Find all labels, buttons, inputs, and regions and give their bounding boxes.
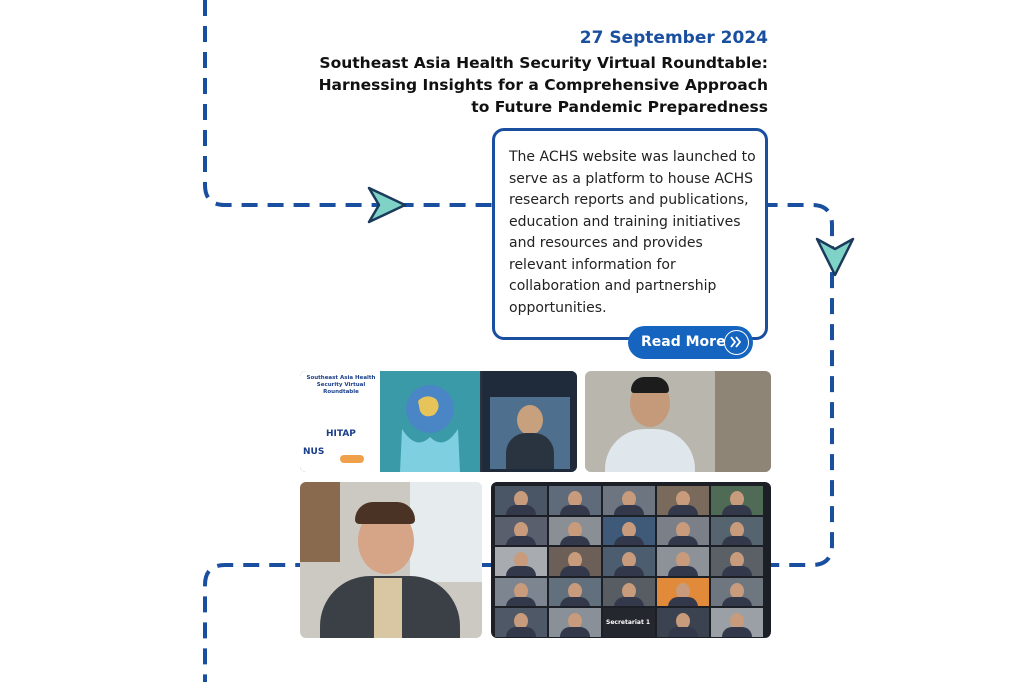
speaker-photo xyxy=(585,371,771,472)
speaker-video-tile xyxy=(482,371,577,472)
description-card xyxy=(492,128,768,340)
participant-tile xyxy=(657,517,709,546)
poster-title: Southeast Asia Health Security Virtual Roundtable xyxy=(306,375,376,395)
participant-tile xyxy=(711,547,763,576)
event-title: Southeast Asia Health Security Virtual Roundtable: Harnessing Insights for a Comprehensive Approach to Future Pandemic Preparedness xyxy=(318,54,768,116)
participant-tiles xyxy=(495,486,763,637)
participant-tile xyxy=(657,547,709,576)
participant-tile xyxy=(711,608,763,637)
participant-tile xyxy=(603,486,655,515)
participants-grid-photo xyxy=(491,482,771,638)
presenter-photo xyxy=(300,482,482,638)
participant-tile xyxy=(603,547,655,576)
partner-logo xyxy=(340,455,364,463)
secretariat-tile xyxy=(603,608,655,637)
participant-tile xyxy=(603,517,655,546)
participant-tile xyxy=(711,517,763,546)
participant-tile xyxy=(549,578,601,607)
participant-tile xyxy=(495,608,547,637)
read-more-label: Read More xyxy=(641,334,726,350)
teal-arrow-down-icon xyxy=(815,237,855,277)
participant-tile xyxy=(495,578,547,607)
participant-tile xyxy=(657,578,709,607)
nus-logo: NUS xyxy=(303,447,325,457)
read-more-button[interactable] xyxy=(628,326,753,359)
hitap-logo: HITAP xyxy=(326,429,356,439)
participant-tile xyxy=(657,486,709,515)
participant-tile xyxy=(495,547,547,576)
participant-tile xyxy=(711,486,763,515)
event-date: 27 September 2024 xyxy=(579,28,768,48)
teal-arrow-right-icon xyxy=(367,186,407,224)
roundtable-poster-photo xyxy=(300,371,577,472)
participant-tile xyxy=(657,608,709,637)
participant-tile xyxy=(495,517,547,546)
event-poster xyxy=(300,371,380,472)
participant-tile xyxy=(711,578,763,607)
participant-tile xyxy=(549,608,601,637)
double-chevron-right-icon xyxy=(724,330,749,355)
secretariat-label: Secretariat 1 xyxy=(606,619,651,626)
globe-hands-image xyxy=(380,371,480,472)
participant-tile xyxy=(603,578,655,607)
participant-tile xyxy=(495,486,547,515)
description-text: The ACHS website was launched to serve as a platform to house ACHS research reports and publications, education and training initiatives and resources and provides relevant information for collaboration and partnership opportunities. xyxy=(509,149,756,316)
participant-tile xyxy=(549,486,601,515)
participant-tile xyxy=(549,547,601,576)
participant-tile xyxy=(549,517,601,546)
